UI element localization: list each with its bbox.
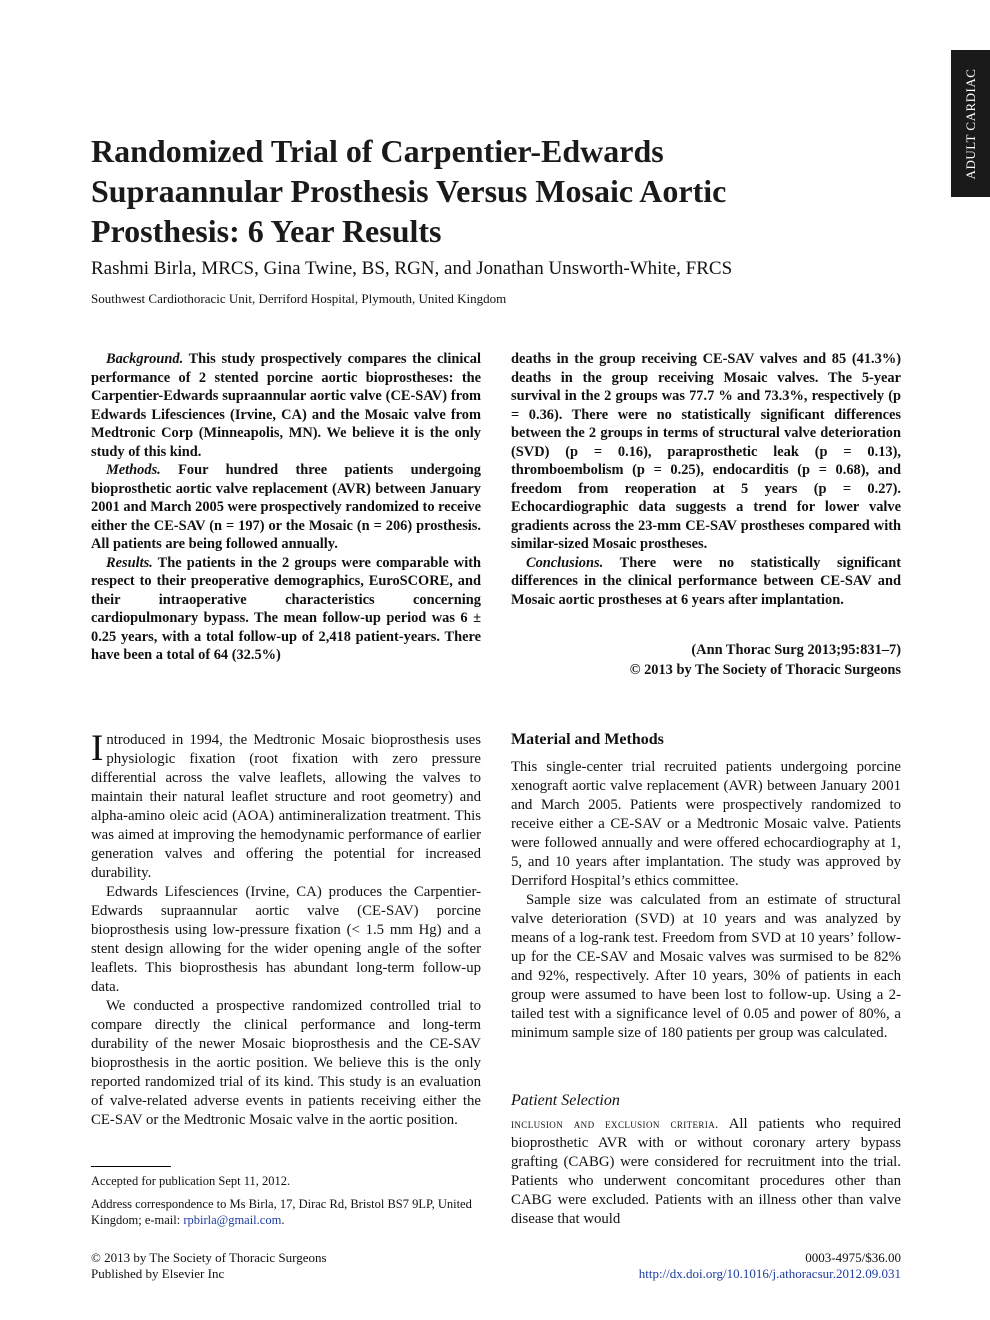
intro-p1-text: ntroduced in 1994, the Medtronic Mosaic bioprosthesis uses physiologic fixation (root fixation with zero pressure differential across the valve leaflets, allowing the valves to maintain their natural leaflet structure and root geometry) and alpha-amino oleic acid (AOA) antimineralization treatment. This was aimed at improving the hemodynamic performance of earlier generation valves and offering the potential for increased durability. [91,732,481,881]
patient-selection-text: All patients who required bioprosthetic AVR with or without coronary artery bypass grafting (CABG) were considered for recruitment into the trial. Patients who underwent concomitant procedures other than CABG were excluded. Patients with an illness other than valve disease that would [511,1116,901,1227]
methods-paragraph-1: This single-center trial recruited patients undergoing porcine xenograft aortic valve replacement (AVR) between January 2001 and March 2005. Patients were prospectively randomized to receive either a CE-SAV or a Medtronic Mosaic valve. Patients were followed annually and were offered echocardiography at 1, 5, and 10 years after implantation. The study was approved by Derriford Hospital’s ethics committee. [511,759,901,889]
footer-doi-link[interactable]: http://dx.doi.org/10.1016/j.athoracsur.2012.09.031 [638,1266,901,1281]
drop-cap: I [91,728,104,769]
article-title: Randomized Trial of Carpentier-Edwards Supraannular Prosthesis Versus Mosaic Aortic Prosthesis: 6 Year Results [91,133,727,249]
email-link[interactable]: rpbirla@gmail.com [183,1213,282,1227]
abstract-results [91,554,481,665]
section-tab-label: ADULT CARDIAC [962,68,978,179]
footer-copyright: © 2013 by The Society of Thoracic Surgeons [91,1250,327,1265]
methods-paragraph-2: Sample size was calculated from an estimate of structural valve deterioration (SVD) at 10 years and was analyzed by means of a log-rank test. Freedom from SVD at 10 years’ follow-up for the CE-SAV and Mosaic valves was surmised to be 82% and 92%, respectively. After 10 years, 30% of patients in each group were assumed to have been lost to follow-up. Using a 2-tailed test with a significance level of 0.05 and power of 80%, a minimum sample size of 180 patients per group was calculated. [511,892,901,1041]
footer-issn: 0003-4975/$36.00 [805,1250,901,1265]
patient-selection-body [511,1115,901,1229]
footnote-divider [91,1166,171,1167]
abstract-methods [91,461,481,554]
patient-selection-paragraph [511,1115,901,1229]
intro-paragraph-2: Edwards Lifesciences (Irvine, CA) produces the Carpentier-Edwards supraannular aortic valve (CE-SAV) porcine bioprosthesis using low-pressure fixation (< 1.5 mm Hg) and a stent design allowing for the wider opening angle of the softer leaflets. This bioprosthesis has abundant long-term follow-up data. [91,884,481,995]
intro-paragraph-1 [91,728,481,883]
journal-citation: (Ann Thorac Surg 2013;95:831–7) [691,642,901,658]
results-label: Results. [106,554,153,571]
methods-label: Methods. [106,462,161,478]
abstract-conclusions [511,554,901,610]
background-label: Background. [106,351,184,367]
address-text: Address correspondence to Ms Birla, 17, Dirac Rd, Bristol BS7 9LP, United Kingdom; e-mail: [91,1197,472,1227]
section-tab [951,50,990,197]
author-list: Rashmi Birla, MRCS, Gina Twine, BS, RGN, and Jonathan Unsworth-White, FRCS [91,258,733,279]
address-period: . [281,1213,285,1227]
citation-copyright: © 2013 by The Society of Thoracic Surgeons [629,662,901,678]
abstract-right-column [511,350,901,609]
methods-heading: Material and Methods [511,731,664,748]
abstract-background [91,350,481,461]
conclusions-text: There were no statistically significant differences in the clinical performance between CE-SAV and Mosaic aortic prostheses at 6 years after implantation. [511,554,901,608]
abstract-left-column [91,350,481,665]
intro-paragraph-3: We conducted a prospective randomized controlled trial to compare directly the clinical performance and long-term durability of the newer Mosaic bioprosthesis and the CE-SAV bioprosthesis in the aortic position. We believe this is the only reported randomized trial of its kind. This study is an evaluation of valve-related adverse events in patients receiving either the CE-SAV or the Medtronic Mosaic valve in the aortic position. [91,998,481,1128]
affiliation: Southwest Cardiothoracic Unit, Derriford Hospital, Plymouth, United Kingdom [91,291,507,306]
footnote-accepted: Accepted for publication Sept 11, 2012. [91,1174,291,1188]
patient-selection-heading: Patient Selection [511,1092,620,1109]
introduction [91,728,481,1130]
abstract-results-continued: deaths in the group receiving CE-SAV valves and 85 (41.3%) deaths in the group receiving Mosaic valves. The 5-year survival in the 2 groups was 77.7 % and 73.3%, respectively (p = 0.36). There were no statistically significant differences between the 2 groups in terms of structural valve deterioration (SVD) (p = 0.16), paraprosthetic leak (p = 0.13), thromboembolism (p = 0.25), endocarditis (p = 0.68), and freedom from reoperation at 5 years (p = 0.27). Echocardiographic data suggests a trend for lower valve gradients across the 23-mm CE-SAV prostheses compared with similar-sized Mosaic prostheses. [511,351,901,552]
methods-body [511,758,901,1043]
footer-publisher: Published by Elsevier Inc [91,1266,225,1281]
criteria-label: inclusion and exclusion criteria. [511,1117,719,1131]
conclusions-label: Conclusions. [526,554,604,571]
methods-text: Four hundred three patients undergoing bioprosthetic aortic valve replacement (AVR) between January 2001 and March 2005 were prospectively randomized to receive either the CE-SAV (n = 197) or the Mosaic (n = 206) prosthesis. All patients are being followed annually. [91,462,481,552]
background-text: This study prospectively compares the clinical performance of 2 stented porcine aortic bioprostheses: the Carpentier-Edwards supraannular aortic valve (CE-SAV) from Edwards Lifesciences (Irvine, CA) and the Mosaic valve from Medtronic Corp (Minneapolis, MN). We believe it is the only study of this kind. [91,351,481,460]
results-text-part1: The patients in the 2 groups were comparable with respect to their preoperative demographics, EuroSCORE, and their intraoperative characteristics concerning cardiopulmonary bypass. The mean follow-up period was 6 ± 0.25 years, with a total follow-up of 2,418 patient-years. There have been a total of 64 (32.5%) [91,554,481,663]
footnote-address [91,1196,481,1228]
